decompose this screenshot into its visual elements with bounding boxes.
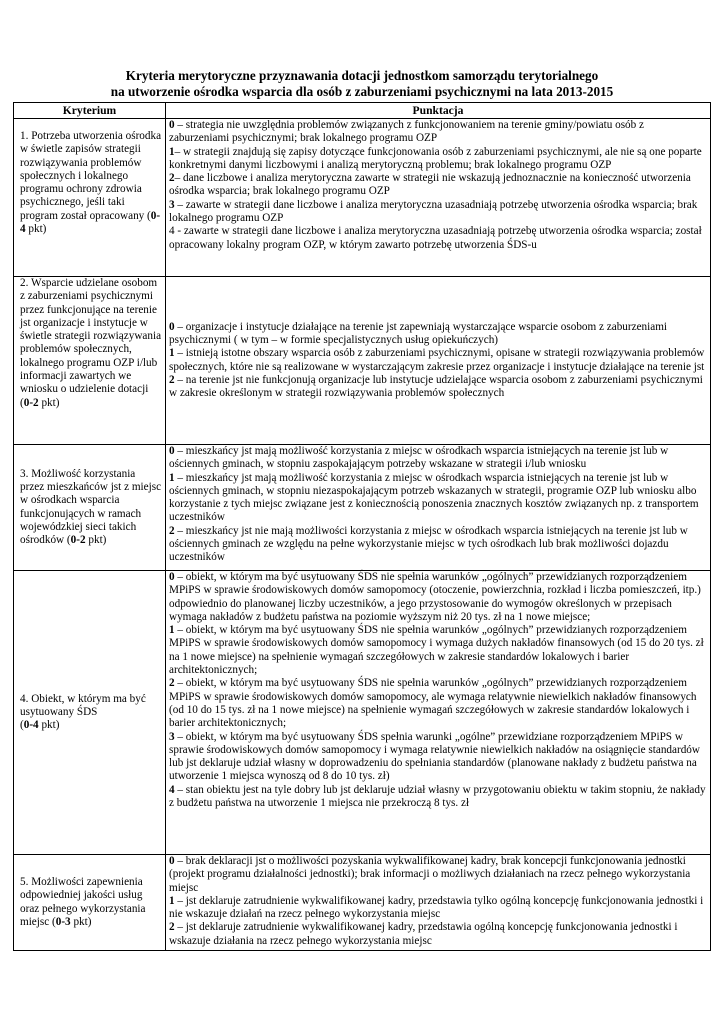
- criterion-number: 3.: [20, 467, 29, 480]
- criterion-text: Możliwości zapewnienia odpowiedniej jakości usług oraz pełnego wykorzystania miejsc (: [20, 875, 146, 928]
- criterion-cell: 4. Obiekt, w którym ma być usytuowany ŚDS (0-4 pkt): [14, 571, 166, 855]
- criterion-text: Wsparcie udzielane osobom z zaburzeniami psychicznymi przez funkcjonujące na terenie jst organizacje i instytucje w świetle strategii rozwiązywania problemów społecznych, lokalnego programu OZP i/lub informacji zawartych we wniosku o udzielenie dotacji (: [20, 277, 162, 409]
- score-option: [169, 677, 707, 730]
- option-text: – organizacje i instytucje działające na terenie jst zapewniają wystarczające wsparcie osobom z zaburzeniami psychicznymi ( w tym – w formie specjalistycznych usług opiekuńczych): [169, 320, 668, 346]
- option-lead: 0: [169, 445, 175, 457]
- option-text: – w strategii znajdują się zapisy dotyczące funkcjonowania osób z zaburzeniami psychicznymi, ale nie są one poparte konkretnymi danymi liczbowymi i analizą merytoryczną problemu; brak lokalnego programu OZP: [169, 145, 702, 171]
- option-lead: 1: [169, 145, 175, 158]
- score-option: [169, 472, 707, 525]
- option-lead: 2: [169, 524, 175, 537]
- option-text: – brak deklaracji jst o możliwości pozyskania wykwalifikowanej kadry, brak koncepcji funkcjonowania jednostki (projekt programu działalności jednostki); brak informacji o możliwych działaniach na rzecz pełnego wykorzystania miejsc: [169, 855, 691, 894]
- score-option: [169, 172, 707, 199]
- criterion-points: 0-2: [23, 396, 39, 409]
- option-text: – mieszkańcy jst mają możliwość korzystania z miejsc w ośrodkach wsparcia istniejących na terenie jst lub w ościennych gminach, w stopniu zaspokajającym potrzeby wskazane w strategii i/lub wniosku: [169, 445, 669, 471]
- title-line-1: Kryteria merytoryczne przyznawania dotacji jednostkom samorządu terytorialnego: [125, 68, 599, 83]
- option-text: – mieszkańcy jst nie mają możliwości korzystania z miejsc w ośrodkach wsparcia istniejących na terenie jst lub w ościennych gminach ze względu na pełne wykorzystanie miejsc w tych ośrodkach lub brak możliwości dojazdu uczestników: [169, 524, 688, 564]
- table-row: [14, 119, 711, 277]
- criterion-text: Możliwość korzystania przez mieszkańców jst z miejsc w ośrodkach wsparcia funkcjonujących w ramach wojewódzkiej sieci takich ośrodków (: [20, 467, 162, 547]
- criterion-points: 0-4: [20, 209, 161, 236]
- option-text: – jst deklaruje zatrudnienie wykwalifikowanej kadry, przedstawia tylko ogólną koncepcję funkcjonowania jednostki i nie wskazuje działań na rzecz pełnego wykorzystania miejsc: [169, 894, 704, 921]
- score-option: [169, 784, 707, 811]
- table-row: [14, 855, 711, 951]
- option-lead: 3: [169, 198, 175, 211]
- option-lead: 1: [169, 471, 175, 484]
- score-option: [169, 347, 707, 374]
- table-row: [14, 277, 711, 445]
- criterion-cell: [14, 277, 166, 445]
- option-lead: 4: [169, 783, 175, 796]
- option-lead: 2: [169, 677, 175, 690]
- option-lead: 0: [169, 119, 175, 131]
- criterion-points-suffix: pkt): [25, 223, 47, 236]
- option-lead: 2: [169, 373, 175, 386]
- score-option: [169, 525, 707, 565]
- option-text: – na terenie jst nie funkcjonują organizacje lub instytucje udzielające wsparcia osobom z zaburzeniami psychicznymi w zakresie określonym w strategii rozwiązywania problemów społecznych: [169, 373, 703, 400]
- criterion-points-suffix: pkt): [70, 915, 92, 928]
- score-option: [169, 374, 707, 401]
- table-row: [14, 571, 711, 855]
- option-text: – istnieją istotne obszary wsparcia osób z zaburzeniami psychicznymi, opisane w strategii rozwiązywania problemów społecznych, które nie są realizowane w wystarczającym zakresie przez organizacje i instytucje działające na terenie jst: [169, 347, 705, 373]
- score-cell: [166, 855, 711, 951]
- score-option: [169, 731, 707, 784]
- score-option: [169, 895, 707, 922]
- score-cell: [166, 119, 711, 277]
- score-option: [169, 119, 707, 146]
- criterion-points-suffix: pkt): [85, 534, 107, 547]
- option-lead: 0: [169, 571, 175, 583]
- option-text: – obiekt, w którym ma być usytuowany ŚDS nie spełnia warunków „ogólnych” przewidzianych rozporządzeniem MPiPS w sprawie środowiskowych domów samopomocy (otoczenie, powierzchnia, rozkład i liczba pomieszczeń, itp.) odpowiednio do planowanej liczby uczestników, a jego przystosowanie do wymogów określonych w przepisach wymaga nakładów z budżetu państwa na poziomie wyższym niż 20 tys. zł na 1 nowe miejsce;: [169, 571, 701, 623]
- option-text: – zawarte w strategii dane liczbowe i analiza merytoryczna uzasadniają potrzebę utworzenia ośrodka wsparcia; brak lokalnego programu OZP: [169, 198, 698, 225]
- option-lead: 2: [169, 921, 175, 934]
- option-lead: 1: [169, 347, 175, 360]
- option-text: – strategia nie uwzględnia problemów związanych z funkcjonowaniem na terenie gminy/powiatu osób z zaburzeniami psychicznymi; brak lokalnego programu OZP: [169, 119, 645, 145]
- criteria-table: [13, 102, 711, 951]
- option-text: – mieszkańcy jst mają możliwość korzystania z miejsc w ośrodkach wsparcia istniejących na terenie jst lub w ościennych gminach, w stopniu niezaspokajającym potrzeb wskazanych w strategii, programie OZP lub wniosku albo korzystanie z tych miejsc związane jest z koniecznością ponoszenia znacznych kosztów związanych np. z transportem uczestników: [169, 471, 699, 524]
- criterion-number: 5.: [20, 875, 29, 888]
- option-lead: 3: [169, 730, 175, 743]
- title-line-2: na utworzenie ośrodka wsparcia dla osób z zaburzeniami psychicznymi na lata 2013-2015: [110, 84, 614, 99]
- score-option: [169, 571, 707, 624]
- header-criterion: Kryterium: [14, 103, 166, 119]
- score-option: [169, 321, 707, 348]
- table-header-row: [14, 103, 711, 119]
- option-text: 4 - zawarte w strategii dane liczbowe i analiza merytoryczna uzasadniają potrzebę utworzenia ośrodka wsparcia; został opracowany lokalny program OZP, w którym zawarto potrzebę utworzenia ŚDS-u: [169, 225, 702, 251]
- criterion-points: 0-3: [55, 915, 71, 928]
- criterion-cell: [14, 119, 166, 277]
- score-option: [169, 624, 707, 677]
- option-lead: 1: [169, 624, 175, 637]
- option-text: – dane liczbowe i analiza merytoryczna zawarte w strategii nie wskazują jednoznacznie na konieczność utworzenia ośrodka wsparcia; brak lokalnego programu OZP: [169, 172, 691, 198]
- criterion-number: 2.: [20, 277, 29, 289]
- criterion-number: 4.: [20, 692, 29, 705]
- score-cell: [166, 445, 711, 571]
- score-option: [169, 199, 707, 226]
- option-lead: 0: [169, 855, 175, 867]
- option-lead: 1: [169, 894, 175, 907]
- criterion-points: 0-2: [70, 534, 86, 547]
- criterion-cell: [14, 445, 166, 571]
- option-text: – obiekt, w którym ma być usytuowany ŚDS spełnia warunki „ogólne” przewidziane rozporządzeniem MPiPS w sprawie środowiskowych domów samopomocy i wymaga relatywnie niewielkich nakładów na osiągnięcie standardów lub jst deklaruje udział własny w doprowadzeniu do spełniania standardów (planowane nakłady z budżetu państwa na utworzenie 1 miejsca wynoszą od 8 do 10 tys. zł): [169, 730, 700, 783]
- score-option: [169, 921, 707, 948]
- score-option: [169, 146, 707, 173]
- score-option: [169, 225, 707, 252]
- score-cell: [166, 571, 711, 855]
- document-title: [0, 68, 724, 100]
- score-option: [169, 445, 707, 472]
- criterion-cell: [14, 855, 166, 951]
- option-lead: 0: [169, 320, 175, 333]
- option-text: – obiekt, w którym ma być usytuowany ŚDS nie spełnia warunków „ogólnych” przewidzianych rozporządzeniem MPiPS w sprawie środowiskowych domów samopomocy, ale wymaga relatywnie niewielkich nakładów finansowych (od 10 do 15 tys. zł na 1 nowe miejsce) na spełnienie wymagań szczegółowych w zakresie standardów lokalowych i barier architektonicznych;: [169, 677, 697, 730]
- criterion-points-suffix: pkt): [38, 396, 60, 409]
- option-lead: 2: [169, 172, 175, 185]
- criterion-text: Potrzeba utworzenia ośrodka w świetle zapisów strategii rozwiązywania problemów społecznych i lokalnego programu ochrony zdrowia psychicznego, jeśli taki program został opracowany (: [20, 130, 162, 222]
- header-score: Punktacja: [166, 103, 711, 119]
- score-cell: [166, 277, 711, 445]
- table-row: [14, 445, 711, 571]
- criterion-points-suffix: pkt): [38, 719, 60, 732]
- criterion-text: Obiekt, w którym ma być usytuowany ŚDS: [20, 692, 146, 718]
- criterion-points: 0-4: [23, 719, 39, 732]
- option-text: – obiekt, w którym ma być usytuowany ŚDS nie spełnia warunków „ogólnych” przewidzianych rozporządzeniem MPiPS w sprawie środowiskowych domów samopomocy i wymaga dużych nakładów finansowych (od 15 do 20 tys. zł na 1 nowe miejsce) na spełnienie wymagań szczegółowych w zakresie standardów lokalowych i barier architektonicznych;: [169, 624, 704, 677]
- score-option: [169, 855, 707, 895]
- criterion-number: 1.: [20, 130, 29, 142]
- option-text: – stan obiektu jest na tyle dobry lub jst deklaruje udział własny w przygotowaniu obiektu w takim stopniu, że nakłady z budżetu państwa na utworzenie 1 miejsca nie przekroczą 8 tys. zł: [169, 783, 706, 810]
- option-text: – jst deklaruje zatrudnienie wykwalifikowanej kadry, przedstawia ogólną koncepcję funkcjonowania jednostki i wskazuje działania na rzecz pełnego wykorzystania miejsc: [169, 921, 678, 947]
